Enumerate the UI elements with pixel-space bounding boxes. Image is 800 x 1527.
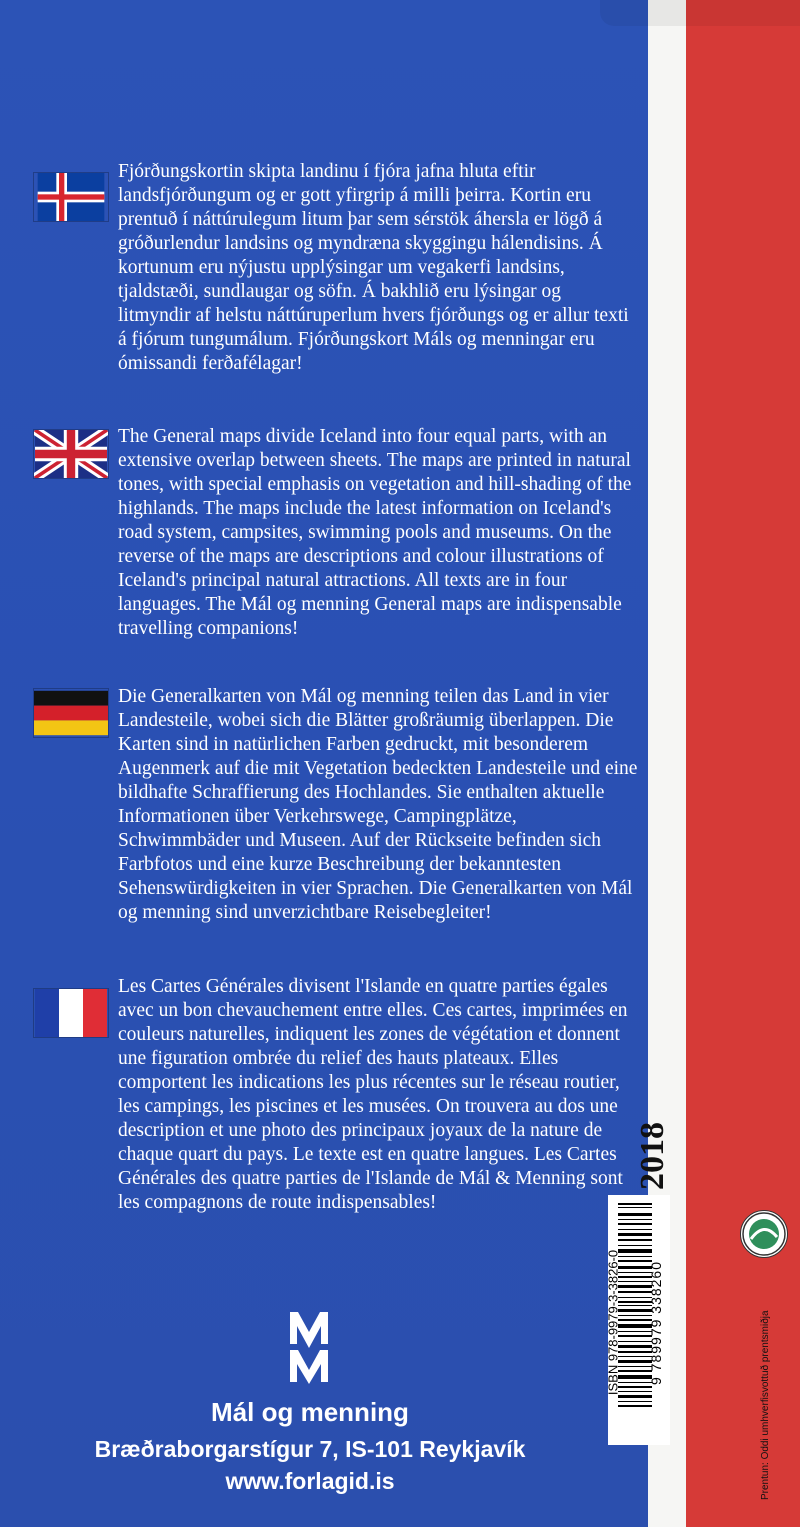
- red-stripe: [686, 0, 800, 1527]
- barcode-icon: [618, 1201, 652, 1411]
- france-flag-icon: [34, 989, 108, 1037]
- isbn-barcode: [605, 1195, 670, 1445]
- paragraph-french: Les Cartes Générales divisent l'Islande en quatre parties égales avec un bon chevauchement entre elles. Ces cartes, imprimées en couleurs naturelles, indiquent les zones de végétation et donnent une figuration ombrée du relief des hauts plateaux. Elles comportent les indications les plus récentes sur le réseau routier, les campings, les piscines et les musées. On trouvera au dos une description et une photo des principaux joyaux de la nature de chaque quart du pays. Le texte est en quatre langues. Les Cartes Générales des quatre parties de l'Islande de Mál & Menning sont les compagnons de route indispensables!: [118, 976, 628, 1213]
- isbn-number: ISBN 978-9979-3-3826-0: [605, 1249, 621, 1396]
- paragraph-german: Die Generalkarten von Mál og menning teilen das Land in vier Landesteile, wobei sich die Blätter großräumig überlappen. Die Karten sind in natürlichen Farben gedruckt, mit besonderem Augenmerk auf die mit Vegetation bedeckten Landesteile und eine bildhafte Schraffierung des Hochlandes. Sie enthalten aktuelle Informationen über Verkehrswege, Campingplätze, Schwimmbäder und Museen. Auf der Rückseite befinden sich Farbfotos und eine kurze Beschreibung der bekanntesten Sehenswürdigkeiten in vier Sprachen. Die Generalkarten von Mál og menning sind unverzichtbare Reisebegleiter!: [118, 686, 638, 923]
- uk-flag-icon: [34, 430, 108, 478]
- mm-logo-icon: [288, 1310, 330, 1384]
- swan-ecolabel-icon: [740, 1210, 788, 1258]
- paragraph-english: The General maps divide Iceland into four equal parts, with an extensive overlap between sheets. The maps are printed in natural tones, with special emphasis on vegetation and hill-shading of the highlands. The maps include the latest information on Iceland's road system, campsites, swimming pools and museums. On the reverse of the maps are descriptions and colour illustrations of Iceland's principal natural attractions. All texts are in four languages. The Mál og menning General maps are indispensable travelling companions!: [118, 426, 632, 639]
- publisher-address: Bræðraborgarstígur 7, IS-101 Reykjavík: [94, 1436, 526, 1462]
- iceland-flag-icon: [34, 173, 108, 221]
- barcode-digits: 9 789979 338260: [648, 1261, 664, 1385]
- printer-credit: Prentun: Oddi umhverfisvottuð prentsmiðja: [760, 1310, 771, 1500]
- publisher-name: Mál og menning: [211, 1397, 409, 1427]
- germany-flag-icon: [34, 689, 108, 737]
- paragraph-icelandic: Fjórðungskortin skipta landinu í fjóra jafna hluta eftir landsfjórðungum og er gott yfirgrip á milli þeirra. Kortin eru prentuð í náttúrulegum litum þar sem sérstök áhersla er lögð á gróðurlendur landsins og myndræna skyggingu hálendisins. Á kortunum eru nýjustu upplýsingar um vegakerfi landsins, tjaldstæði, sundlaugar og söfn. Á bakhlið eru lýsingar og litmyndir af helstu náttúruperlum hvers fjórðungs og er allur texti á fjórum tungumálum. Fjórðungskort Máls og menningar eru ómissandi ferðafélagar!: [118, 161, 629, 374]
- publisher-url[interactable]: www.forlagid.is: [225, 1468, 395, 1494]
- edition-year: 2018: [634, 1122, 671, 1190]
- cover-fold: [600, 0, 800, 26]
